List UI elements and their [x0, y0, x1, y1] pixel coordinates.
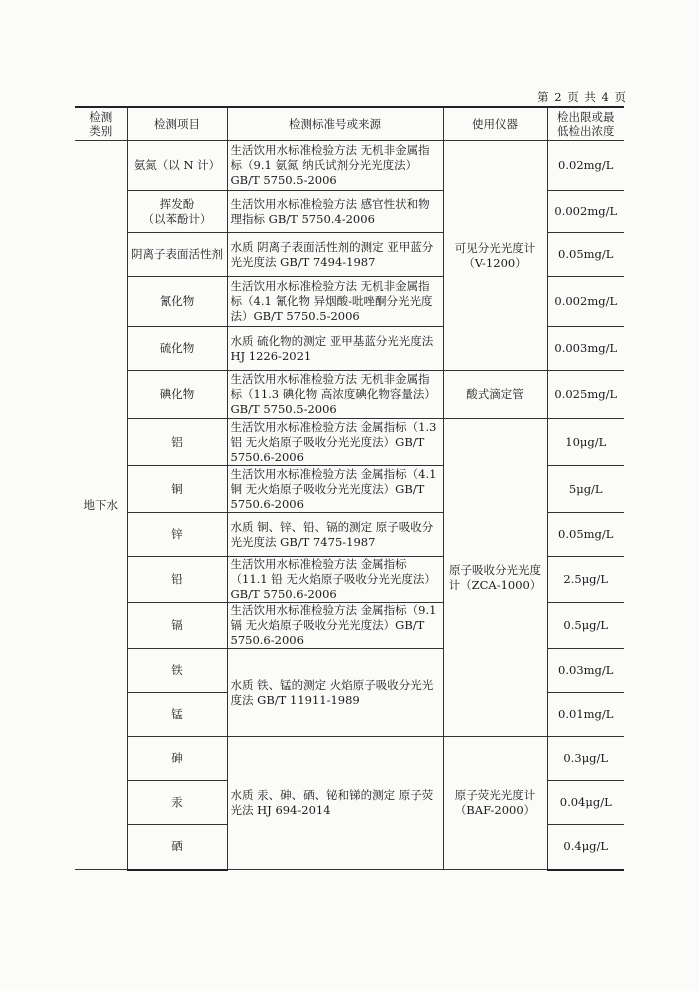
table-row: [75, 141, 624, 191]
item-cell: 锰: [127, 693, 227, 737]
table-row: [75, 419, 624, 466]
item-cell: 阴离子表面活性剂: [127, 233, 227, 277]
limit-cell: 0.3μg/L: [547, 737, 624, 781]
limit-cell: 0.04μg/L: [547, 781, 624, 825]
limit-cell: 0.002mg/L: [547, 191, 624, 233]
item-cell: 铜: [127, 466, 227, 513]
item-cell: 铅: [127, 557, 227, 603]
table-header-row: [75, 107, 624, 141]
limit-cell: 0.05mg/L: [547, 513, 624, 557]
standard-cell: 水质 硫化物的测定 亚甲基蓝分光光度法 HJ 1226-2021: [227, 327, 443, 371]
page-number: 第 2 页 共 4 页: [537, 90, 627, 104]
limit-cell: 0.03mg/L: [547, 649, 624, 693]
header-standard: 检测标准号或来源: [227, 107, 443, 141]
table-row: [75, 737, 624, 781]
item-text: 挥发酚 （以苯酚计）: [142, 196, 212, 226]
limit-cell: 5μg/L: [547, 466, 624, 513]
item-cell: 氰化物: [127, 277, 227, 327]
category-cell: 地下水: [75, 141, 127, 870]
limit-cell: 0.02mg/L: [547, 141, 624, 191]
standard-cell: 生活饮用水标准检验方法 无机非金属指标（11.3 碘化物 高浓度碘化物容量法） GB/T 5750.5-2006: [227, 371, 443, 419]
item-cell: 硒: [127, 825, 227, 870]
limit-cell: 0.002mg/L: [547, 277, 624, 327]
item-cell: 氨氮（以 N 计）: [127, 141, 227, 191]
item-cell: 铝: [127, 419, 227, 466]
instrument-cell-afs: [443, 737, 547, 870]
standard-cell: 生活饮用水标准检验方法 无机非金属指标（9.1 氨氮 纳氏试剂分光光度法）GB/T 5750.5-2006: [227, 141, 443, 191]
item-cell: 镉: [127, 603, 227, 649]
item-cell: 硫化物: [127, 327, 227, 371]
item-cell: 砷: [127, 737, 227, 781]
item-cell: 碘化物: [127, 371, 227, 419]
standard-cell: 水质 铜、锌、铅、镉的测定 原子吸收分光光度法 GB/T 7475-1987: [227, 513, 443, 557]
limit-cell: 10μg/L: [547, 419, 624, 466]
header-category-text: 检测 类别: [89, 110, 113, 138]
standard-cell: 水质 阴离子表面活性剂的测定 亚甲蓝分光光度法 GB/T 7494-1987: [227, 233, 443, 277]
limit-cell: 0.5μg/L: [547, 603, 624, 649]
item-cell: 汞: [127, 781, 227, 825]
standard-cell-as-hg-se: 水质 汞、砷、硒、铋和锑的测定 原子荧光法 HJ 694-2014: [227, 737, 443, 870]
item-cell: [127, 191, 227, 233]
header-limit-text: 检出限或最 低检出浓度: [557, 110, 615, 138]
limit-cell: 0.05mg/L: [547, 233, 624, 277]
standard-cell: 生活饮用水标准检验方法 金属指标（11.1 铅 无火焰原子吸收分光光度法）GB/T 5750.6-2006: [227, 557, 443, 603]
limit-cell: 2.5μg/L: [547, 557, 624, 603]
standard-cell: 生活饮用水标准检验方法 感官性状和物理指标 GB/T 5750.4-2006: [227, 191, 443, 233]
instrument-cell-spectro: [443, 141, 547, 371]
instrument-afs-text: 原子荧光光度计 （BAF-2000）: [454, 788, 536, 817]
detection-methods-table: [75, 106, 624, 871]
header-item: 检测项目: [127, 107, 227, 141]
standard-cell: 生活饮用水标准检验方法 金属指标（4.1 铜 无火焰原子吸收分光光度法）GB/T 5750.6-2006: [227, 466, 443, 513]
standard-cell: 生活饮用水标准检验方法 金属指标（1.3 铝 无火焰原子吸收分光光度法）GB/T 5750.6-2006: [227, 419, 443, 466]
limit-cell: 0.025mg/L: [547, 371, 624, 419]
header-limit: [547, 107, 624, 141]
table-row: [75, 371, 624, 419]
limit-cell: 0.4μg/L: [547, 825, 624, 870]
limit-cell: 0.003mg/L: [547, 327, 624, 371]
item-cell: 锌: [127, 513, 227, 557]
item-cell: 铁: [127, 649, 227, 693]
header-instrument: 使用仪器: [443, 107, 547, 141]
standard-cell: 生活饮用水标准检验方法 金属指标（9.1 镉 无火焰原子吸收分光光度法）GB/T 5750.6-2006: [227, 603, 443, 649]
standard-cell-fe-mn: 水质 铁、锰的测定 火焰原子吸收分光光度法 GB/T 11911-1989: [227, 649, 443, 737]
instrument-spectro-text: 可见分光光度计 （V-1200）: [454, 240, 536, 270]
instrument-cell-titration: 酸式滴定管: [443, 371, 547, 419]
standard-cell: 生活饮用水标准检验方法 无机非金属指标（4.1 氰化物 异烟酸-吡唑酮分光光度法）GB/T 5750.5-2006: [227, 277, 443, 327]
instrument-cell-aas: 原子吸收分光光度计（ZCA-1000）: [443, 419, 547, 737]
limit-cell: 0.01mg/L: [547, 693, 624, 737]
header-category: [75, 107, 127, 141]
